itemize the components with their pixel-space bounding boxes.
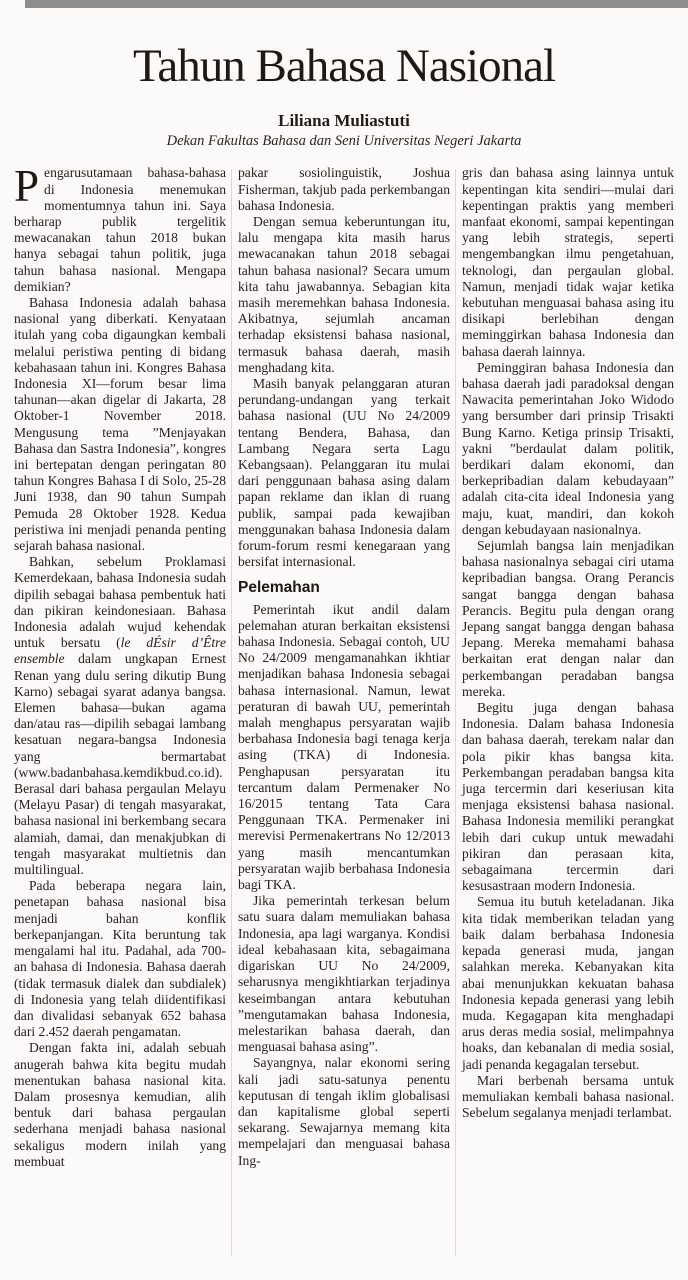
paragraph: Peminggiran bahasa Indonesia dan bahasa daerah jadi paradoksal dengan Nawacita pemerintahan Joko Widodo yang bersumber dari prinsip Trisakti Bung Karno. Ketiga prinsip Trisakti, yakni ”berdaulat dalam politik, berdikari dalam ekonomi, dan berkepribadian dalam kebudayaan” adalah cita-cita ideal Indonesia yang maju, kuat, mandiri, dan kokoh dengan kebudayaan nasionalnya. (462, 359, 674, 537)
paragraph-text: engarusutamaan bahasa-bahasa di Indonesia menemukan momentumnya tahun ini. Saya berharap publik tergelitik mewacanakan tahun 2018 bukan hanya sebagai tahun politik, juga tahun bahasa nasional. Mengapa demikian? (14, 165, 226, 294)
paragraph-lead (14, 165, 226, 295)
paragraph: Jika pemerintah terkesan belum satu suara dalam memuliakan bahasa Indonesia, apa lagi warganya. Kondisi ideal kebahasaan kita, sebagaimana digariskan UU No 24/2009, seharusnya mengikhtiarkan terjadinya keseimbangan antara kebutuhan ”mengutamakan bahasa Indonesia, melestarikan bahasa daerah, dan menguasai bahasa asing”. (238, 893, 450, 1055)
paragraph-continuation: pakar sosiolinguistik, Joshua Fisherman, takjub pada perkembangan bahasa Indonesia. (238, 165, 450, 213)
column-1 (14, 165, 226, 1270)
paragraph: Masih banyak pelanggaran aturan perundang-undangan yang terkait bahasa nasional (UU No 24/2009 tentang Bendera, Bahasa, dan Lambang Negara serta Lagu Kebangsaan). Pelanggaran itu mulai dari penggunaan bahasa asing dalam papan reklame dan iklan di ruang publik, sampai pada kewajiban menggunakan bahasa Indonesia dalam forum-forum resmi kenegaraan yang bersifat internasional. (238, 375, 450, 570)
column-3 (462, 165, 674, 1270)
paragraph (14, 554, 226, 878)
article-author-affiliation: Dekan Fakultas Bahasa dan Seni Universitas Negeri Jakarta (166, 133, 522, 150)
paragraph: Sejumlah bangsa lain menjadikan bahasa nasionalnya sebagai ciri utama kepribadian bangsa. Orang Perancis sangat bangga dengan bahasa Perancis. Begitu pula dengan orang Jepang sangat bangga dengan bahasa Jepang. Mereka memahami bahasa berkaitan erat dengan nalar dan perkembangan peradaban bangsa mereka. (462, 538, 674, 699)
paragraph: Mari berbenah bersama untuk memuliakan kembali bahasa nasional. Sebelum segalanya menjadi terlambat. (462, 1072, 674, 1121)
paragraph: Sayangnya, nalar ekonomi sering kali jadi satu-satunya penentu keputusan di tengah iklim globalisasi dan kapitalisme global seperti sekarang. Sewajarnya memang kita mempelajari dan menguasai bahasa Ing- (238, 1055, 450, 1168)
article-author: Liliana Muliastuti (278, 111, 410, 131)
foreign-phrase: le dÉsir d’Être ensemble (14, 635, 226, 667)
column-rule (231, 169, 232, 1256)
drop-cap: P (14, 165, 40, 212)
article-header (0, 0, 688, 150)
column-2 (238, 165, 450, 1270)
column-rule (455, 169, 456, 1256)
article-title: Tahun Bahasa Nasional (132, 40, 556, 92)
paragraph: Pada beberapa negara lain, penetapan bahasa nasional bisa menjadi bahan konflik berkepanjangan. Kita beruntung tak mengalami hal itu. Padahal, ada 700-an bahasa di Indonesia. Bahasa daerah (tidak termasuk dialek dan subdialek) di Indonesia yang telah diidentifikasi dan divalidasi sebanyak 652 bahasa dari 2.452 daerah pengamatan. (14, 878, 226, 1040)
paragraph: Pemerintah ikut andil dalam pelemahan aturan berkaitan eksistensi bahasa Indonesia. Sebagai contoh, UU No 24/2009 mengamanahkan ikhtiar menjadikan bahasa Indonesia sebagai bahasa internasional. Namun, lewat peraturan di bawah UU, pemerintah malah menghapus persyaratan wajib berbahasa Indonesia bagi tenaga kerja asing (TKA) di Indonesia. Penghapusan persyaratan itu tercantum dalam Permenaker No 16/2015 tentang Tata Cara Penggunaan TKA. Permenaker ini merevisi Permenakertrans No 12/2013 yang masih mencantumkan persyaratan wajib berbahasa Indonesia bagi TKA. (238, 601, 450, 893)
paragraph: Begitu juga dengan bahasa Indonesia. Dalam bahasa Indonesia dan bahasa daerah, terekam nalar dan pola pikir khas bangsa kita. Perkembangan peradaban bangsa kita juga tercermin dari keseriusan kita menjaga eksistensi bahasa nasional. Bahasa Indonesia memiliki perangkat lebih dari cukup untuk mewadahi pikiran dan perasaan kita, sebagaimana tercermin dari kesusastraan modern Indonesia. (462, 700, 674, 894)
paragraph-continuation: gris dan bahasa asing lainnya untuk kepentingan kita sendiri—mulai dari kepentingan praktis yang memberi manfaat ekonomi, sampai kepentingan yang lebih strategis, seperti mengembangkan ilmu pengetahuan, teknologi, dan pergaulan global. Namun, menjadi tidak wajar ketika kebutuhan menguasai bahasa asing itu disikapi berlebihan dengan meminggirkan bahasa Indonesia dan bahasa daerah lainnya. (462, 165, 674, 359)
paragraph: Bahasa Indonesia adalah bahasa nasional yang diberkati. Kenyataan itulah yang coba digaungkan kembali melalui peristiwa penting di bidang kebahasaan tahun ini. Kongres Bahasa Indonesia XI—forum besar lima tahunan—akan digelar di Jakarta, 28 Oktober-1 November 2018. Mengusung tema ”Menjayakan Bahasa dan Sastra Indonesia”, kongres ini bertepatan dengan peringatan 80 tahun Kongres Bahasa I di Solo, 25-28 Juni 1938, dan 90 tahun Sumpah Pemuda 28 Oktober 1928. Kedua peristiwa ini menjadi penanda penting sejarah bahasa nasional. (14, 294, 226, 554)
paragraph-text: dalam ungkapan Ernest Renan yang dulu sering dikutip Bung Karno) sebagai syarat adanya bangsa. Elemen bahasa—bukan agama dan/atau ras—dipilih sebagai lambang kesatuan negara-bangsa Indonesia yang bermartabat (www.badanbahasa.kemdikbud.co.id). Berasal dari bahasa pergaulan Melayu (Melayu Pasar) di tengah masyarakat, bahasa nasional ini berkembang secara alamiah, damai, dan menakjubkan di tengah masyarakat multietnis dan multilingual. (14, 651, 226, 878)
section-subheading: Pelemahan (238, 579, 320, 597)
paragraph: Dengan semua keberuntungan itu, lalu mengapa kita masih harus mewacanakan tahun 2018 sebagai tahun bahasa nasional? Secara umum kita tahu jawabannya. Sebagian kita masih meremehkan bahasa Indonesia. Akibatnya, sejumlah ancaman terhadap eksistensi bahasa nasional, termasuk bahasa daerah, masih menghadang kita. (238, 213, 450, 375)
article-body (0, 165, 688, 1270)
page-edge-bar (25, 0, 688, 8)
paragraph: Dengan fakta ini, adalah sebuah anugerah bahwa kita begitu mudah menentukan bahasa nasional kita. Dalam prosesnya kemudian, alih bentuk dari bahasa pergaulan sederhana menjadi bahasa nasional sekaligus modern inilah yang membuat (14, 1040, 226, 1169)
paragraph-text: Bahkan, sebelum Proklamasi Kemerdekaan, bahasa Indonesia sudah dipilih sebagai bahasa pembentuk hati dan pikiran keindonesiaan. Bahasa Indonesia adalah wujud kehendak untuk bersatu ( (14, 554, 226, 651)
paragraph: Semua itu butuh keteladanan. Jika kita tidak memberikan teladan yang baik dalam berbahasa Indonesia kepada generasi muda, jangan salahkan mereka. Kebanyakan kita abai menunjukkan kekuatan bahasa Indonesia kepada generasi yang lebih muda. Kegagapan kita menghadapi arus deras media sosial, melimpahnya hoaks, dan kebanalan di media sosial, jadi penanda kegagalan tersebut. (462, 894, 674, 1072)
